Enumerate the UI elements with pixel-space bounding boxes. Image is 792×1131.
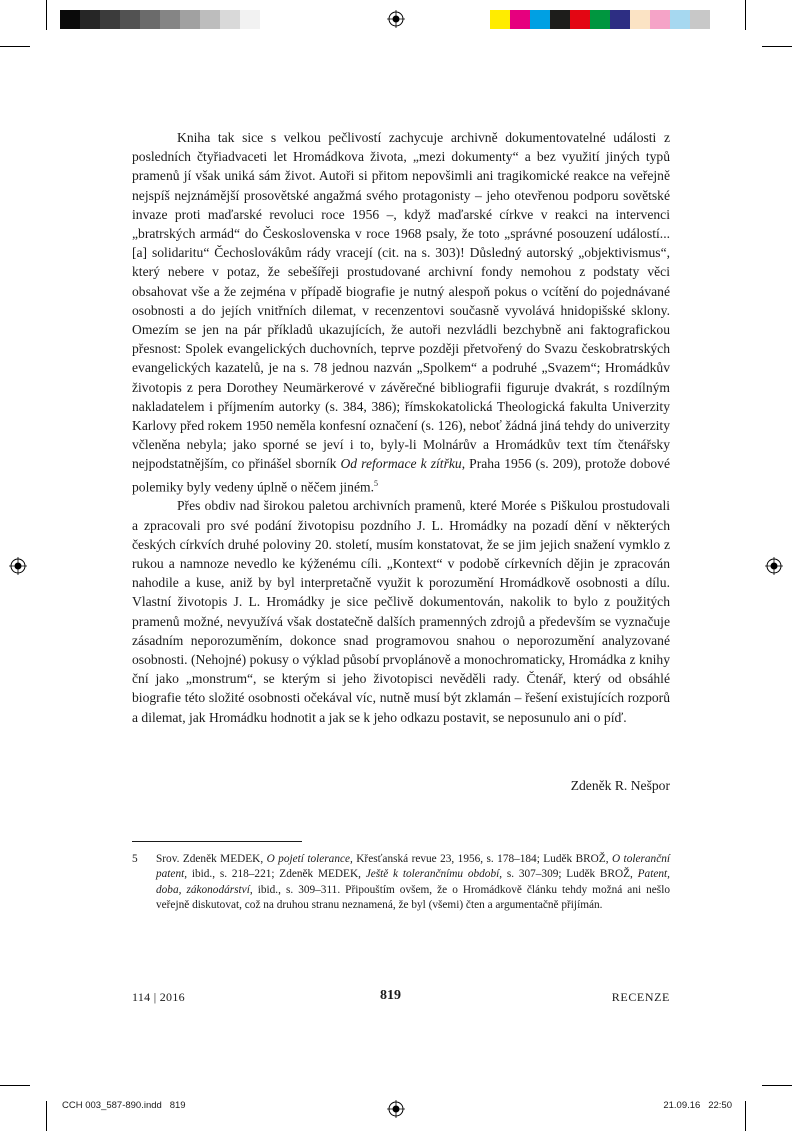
color-swatch — [690, 10, 710, 29]
footnote-text: Srov. Zdeněk MEDEK, O pojetí tolerance, Křesťanská revue 23, 1956, s. 178–184; Luděk BROŽ, O toleranční patent, ibid., s. 218–221; Zdeněk MEDEK, Ještě k tolerančnímu období, s. 307–309; Luděk BROŽ, Patent, doba, zákonodárství, ibid., s. 309–311. Připouštím ovšem, že o Hromádkově článku tehdy možná ani nešlo veřejně diskutovat, což na druhou stranu neznamená, že byl (všemi) čten a argumentačně přijímán. — [156, 853, 670, 911]
section-label: RECENZE — [611, 990, 670, 1004]
color-swatch — [610, 10, 630, 29]
crop-mark — [762, 46, 792, 47]
color-swatch — [650, 10, 670, 29]
gray-swatch — [220, 10, 240, 29]
color-swatch — [670, 10, 690, 29]
footnote-divider — [132, 841, 302, 842]
color-swatch — [630, 10, 650, 29]
color-swatch — [590, 10, 610, 29]
crop-mark — [0, 46, 30, 47]
gray-swatch — [120, 10, 140, 29]
color-swatch — [550, 10, 570, 29]
body-paragraph: Přes obdiv nad širokou paletou archivních pramenů, které Morée s Piškulou prostudovali a zpracovali pro své podání životopisu pozdního J. L. Hromádky na pozadí dění v některých českých církvích druhé poloviny 20. století, musím konstatovat, že se jim jejich snažení vymklo z rukou a namnoze nevedlo ke kýženému cíli. „Kontext“ v podobě církevních dějin je zpracován nahodile a kuse, aniž by byl interpretačně využit k porozumění Hromádkově osobnosti a dílu. Vlastní životopis J. L. Hromádky je sice pečlivě dokumentován, nakolik to bylo z použitých pramenů možné, nevyužívá však dostatečně dalších pramenných zdrojů a především se vyznačuje zásadním neporozuměním, dokonce snad programovou snahou o neporozumění analyzované osobnosti. (Nehojné) pokusy o výklad působí prvoplánově a monochromaticky, Hromádka z knihy ční jako „monstrum“, se kterým si jeho životopisci nevěděli rady. Čtenář, který od obsáhlé biografie této složité osobnosti očekával víc, nutně musí být zklamán – řešení existujících rozporů a dilemat, jak Hromádku hodnotit a jak se k jeho odkazu postavit, se neposunulo ani o píď. — [132, 498, 670, 725]
crop-mark — [46, 0, 47, 30]
crop-mark — [0, 1085, 30, 1086]
gray-swatch — [180, 10, 200, 29]
gray-swatch — [140, 10, 160, 29]
gray-swatch — [200, 10, 220, 29]
crop-mark — [745, 1101, 746, 1131]
footnote — [132, 852, 670, 913]
gray-swatch — [60, 10, 80, 29]
registration-crosshair-icon — [765, 557, 783, 575]
page-number: 819 — [380, 988, 401, 1003]
body-paragraph: Kniha tak sice s velkou pečlivostí zachycuje archivně dokumentovatelné události z posledních čtyřiadvaceti let Hromádkova života, „mezi dokumenty“ a bez využití jiných typů pramenů jí však uniká sám život. Autoři si přitom nepovšimli ani tragikomické reakce na veřejně nejspíš nejznámější prosovětské angažmá svého protagonisty – jeho otevřenou podporu sovětské invaze proti maďarské revoluci roce 1956 –, když maďarské církve v reakci na intervenci „bratrských armád“ do Československa v roce 1968 psaly, že toto „správné posouzení událostí... [a] solidaritu“ Čechoslovákům rády vracejí (cit. na s. 303)! Důsledný autorský „objektivismus“, který nebere v potaz, že sebešířeji prostudované archivní fondy nemohou z podstaty věci obsahovat vše a že zejména v případě biografie je nutný alespoň pokus o vcítění do pojednávané osobnosti a do jejích vnitřních dilemat, v recenzentovi současně vyvolává hnidopišské sklony. Omezím se jen na pár příkladů ukazujících, že autoři nezvládli bezchybně ani faktografickou přesnost: Spolek evangelických duchovních, teprve později přetvořený do Svazu českobratrských evangelických kazatelů, je na s. 78 jednou nazván „Spolkem“ a podruhé „Svazem“; Hromádkův životopis z pera Dorothey Neumärkerové v závěrečné bibliografii figuruje dvakrát, s rozdílným nakladatelem i příjmením autorky (s. 384, 386); římskokatolická Theologická fakulta Univerzity Karlovy před rokem 1950 neměla konfesní označení (s. 126), neboť žádná jiná tehdy do univerzity včleněna nebyla; jako sporné se jeví i to, byly-li Molnárův a Hromádkův text tím čtenářsky nejpodstatnějším, co přinášel sborník Od reformace k zítřku, Praha 1956 (s. 209), protože dobové polemiky byly vedeny úplně o něčem jiném.$^5$ — [132, 130, 671, 495]
registration-crosshair-icon — [9, 557, 27, 575]
print-slug-timestamp: 21.09.16 22:50 — [663, 1100, 732, 1111]
journal-issue-label: 114 | 2016 — [132, 990, 185, 1004]
color-swatch — [570, 10, 590, 29]
gray-swatch — [80, 10, 100, 29]
footnote-number: 5 — [132, 853, 138, 865]
review-body — [132, 128, 670, 727]
color-swatch — [510, 10, 530, 29]
crop-mark — [745, 0, 746, 30]
registration-crosshair-icon — [387, 1100, 405, 1118]
color-swatch — [530, 10, 550, 29]
crop-mark — [46, 1101, 47, 1131]
footnote-reference[interactable]: 5 — [374, 478, 378, 488]
gray-swatch — [160, 10, 180, 29]
color-swatch — [490, 10, 510, 29]
grayscale-calibration-bar — [60, 10, 260, 29]
crop-mark — [762, 1085, 792, 1086]
registration-crosshair-icon — [387, 10, 405, 28]
gray-swatch — [240, 10, 260, 29]
print-slug-filename: CCH 003_587-890.indd 819 — [62, 1100, 186, 1111]
gray-swatch — [100, 10, 120, 29]
color-calibration-bar — [490, 10, 710, 29]
book-title-italic: Od reformace k zítřku — [340, 456, 462, 472]
review-author-signature: Zdeněk R. Nešpor — [570, 778, 670, 793]
